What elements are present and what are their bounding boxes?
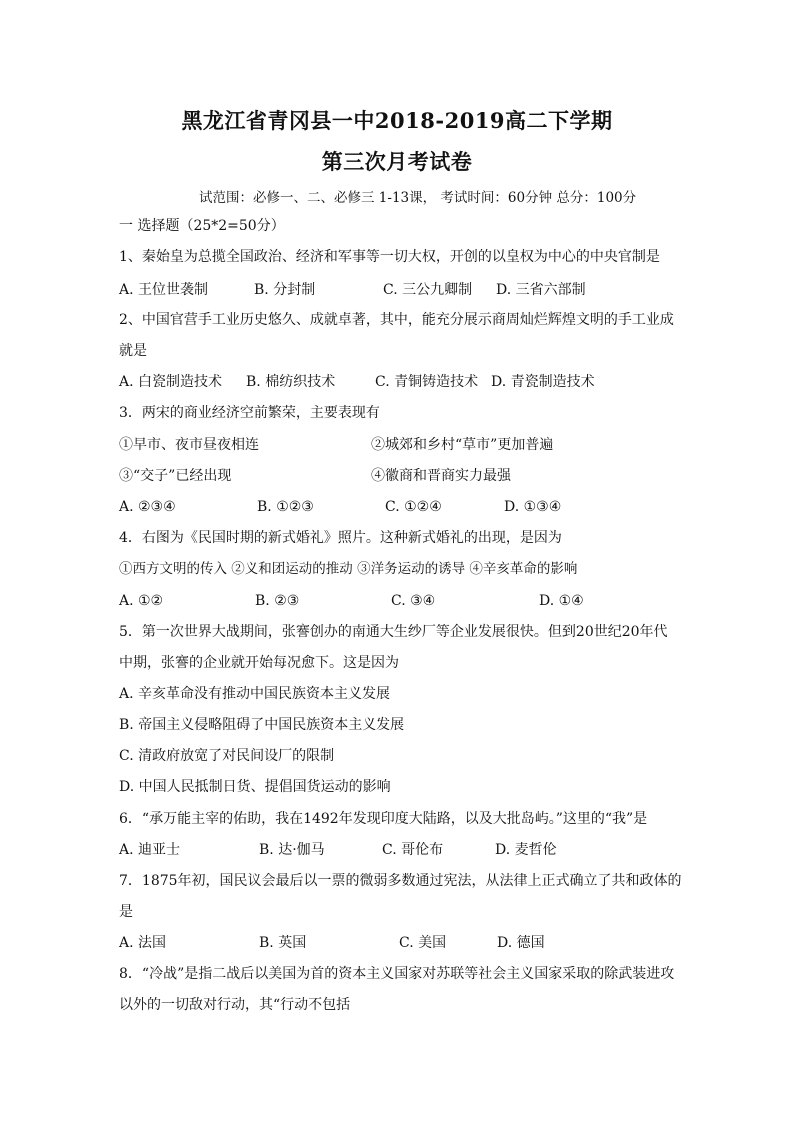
question-6-stem: 6．“承万能主宰的佑助，我在1492年发现印度大陆路，以及大批岛屿。”这里的“我”是 <box>119 811 648 827</box>
option-d: D. 麦哲伦 <box>495 842 557 858</box>
option-c: C. 三公九卿制 <box>383 282 473 298</box>
option-a: A. ①② <box>119 593 164 609</box>
option-b: B. 英国 <box>259 935 307 951</box>
option-a: A. 王位世袭制 <box>119 282 209 298</box>
option-b: B. ①②③ <box>257 499 314 515</box>
section-heading: 一 选择题（25*2=50分） <box>119 218 285 234</box>
option-a: A. ②③④ <box>119 499 176 515</box>
statement-4: ④徽商和晋商实力最强 <box>371 468 511 484</box>
option-b: B. 达·伽马 <box>259 842 325 858</box>
question-3-stem: 3．两宋的商业经济空前繁荣，主要表现有 <box>119 405 380 421</box>
question-5-stem-line2: 中期，张謇的企业就开始每况愈下。这是因为 <box>119 655 399 671</box>
exam-title-line2: 第三次月考试卷 <box>321 149 473 174</box>
statement-2: ②城郊和乡村“草市”更加普遍 <box>371 437 554 453</box>
question-7-stem-line2: 是 <box>119 904 133 920</box>
option-d: D. 三省六部制 <box>496 282 586 298</box>
option-c: C. ③④ <box>391 593 436 609</box>
question-4-statements: ①西方文明的传入 ②义和团运动的推动 ③洋务运动的诱导 ④辛亥革命的影响 <box>119 561 578 577</box>
statement-1: ①早市、夜市昼夜相连 <box>119 437 259 453</box>
option-a: A. 迪亚士 <box>119 842 181 858</box>
question-5-option-b: B. 帝国主义侵略阻碍了中国民族资本主义发展 <box>119 717 405 733</box>
option-c: C. ①②④ <box>385 499 442 515</box>
question-5-option-c: C. 清政府放宽了对民间设厂的限制 <box>119 748 335 764</box>
question-5-option-d: D. 中国人民抵制日货、提倡国货运动的影响 <box>119 779 391 795</box>
option-c: C. 哥伦布 <box>382 842 444 858</box>
option-d: D. 德国 <box>497 935 545 951</box>
question-1-stem: 1、秦始皇为总揽全国政治、经济和军事等一切大权，开创的以皇权为中心的中央官制是 <box>119 249 660 265</box>
option-b: B. ②③ <box>255 593 300 609</box>
option-c: C. 青铜铸造技术 <box>375 374 479 390</box>
exam-title-line1: 黑龙江省青冈县一中2018-2019高二下学期 <box>181 108 613 133</box>
question-5-option-a: A. 辛亥革命没有推动中国民族资本主义发展 <box>119 686 391 702</box>
option-b: B. 分封制 <box>254 282 316 298</box>
question-4-stem: 4．右图为《民国时期的新式婚礼》照片。这种新式婚礼的出现，是因为 <box>119 530 562 546</box>
option-c: C. 美国 <box>399 935 447 951</box>
question-5-stem-line1: 5．第一次世界大战期间，张謇创办的南通大生纱厂等企业发展很快。但到20世纪20年代 <box>119 624 668 640</box>
question-2-stem-line2: 就是 <box>119 343 147 359</box>
option-b: B. 棉纺织技术 <box>246 374 336 390</box>
question-2-stem-line1: 2、中国官营手工业历史悠久、成就卓著，其中，能充分展示商周灿烂辉煌文明的手工业成 <box>119 312 674 328</box>
question-7-stem-line1: 7．1875年初，国民议会最后以一票的微弱多数通过宪法，从法律上正式确立了共和政体的 <box>119 873 682 889</box>
option-d: D. ①③④ <box>504 499 562 515</box>
option-d: D. 青瓷制造技术 <box>491 374 595 390</box>
option-d: D. ①④ <box>539 593 584 609</box>
question-8-stem-line1: 8．“冷战”是指二战后以美国为首的资本主义国家对苏联等社会主义国家采取的除武装进攻 <box>119 966 675 982</box>
statement-3: ③“交子”已经出现 <box>119 468 232 484</box>
option-a: A. 法国 <box>119 935 167 951</box>
question-8-stem-line2: 以外的一切敌对行动，其“行动不包括 <box>119 997 351 1013</box>
exam-info: 试范围：必修一、二、必修三 1-13课， 考试时间：60分钟 总分：100分 <box>199 190 637 206</box>
option-a: A. 白瓷制造技术 <box>119 374 223 390</box>
